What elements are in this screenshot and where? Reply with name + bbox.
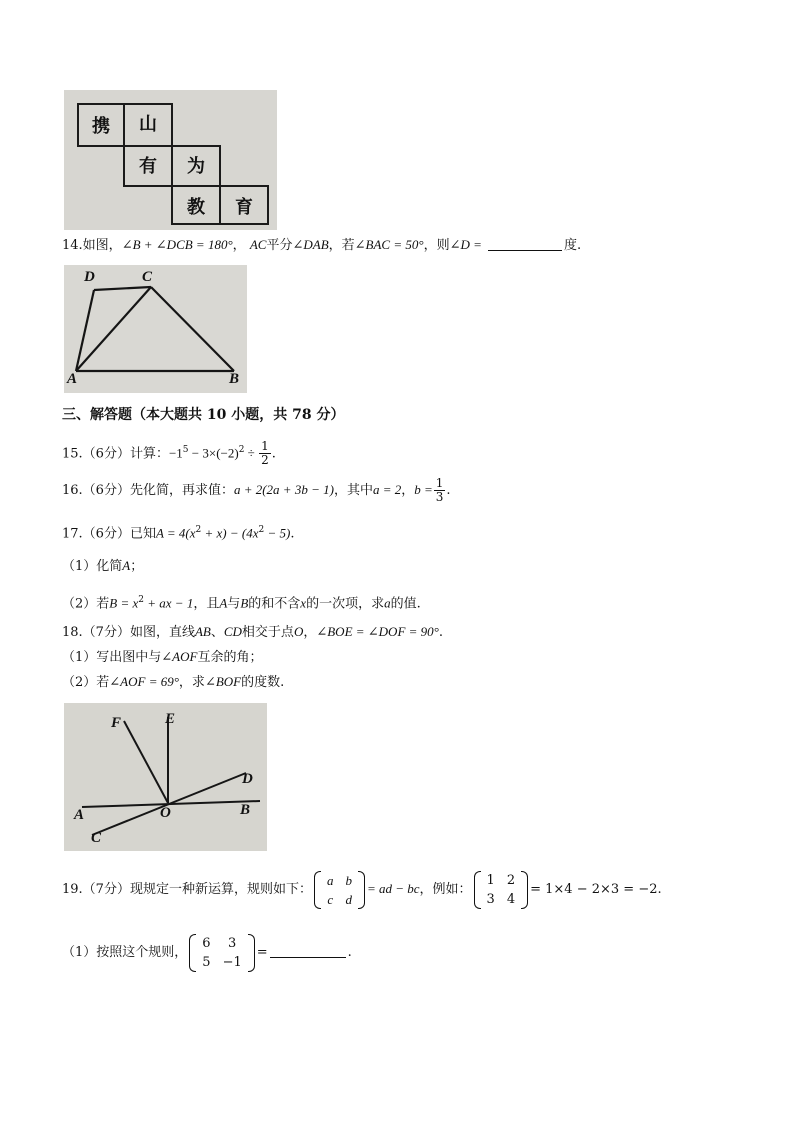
matrix-cell: 3 xyxy=(486,891,495,907)
q17-part2-expr: B = x xyxy=(109,595,139,611)
q14-formula: ∠B + ∠DCB = 180° xyxy=(121,237,233,252)
question-15 xyxy=(62,437,276,467)
cube-net-figure xyxy=(64,90,277,230)
question-17 xyxy=(62,520,295,544)
q15-prefix: 15.（6分）计算： xyxy=(62,446,169,462)
q15-den: 2 xyxy=(261,453,269,468)
matrix-cell: 4 xyxy=(506,891,516,907)
label-d: D xyxy=(84,269,95,285)
q19-part1-a: （1）按照这个规则， xyxy=(62,945,188,960)
q18-text-b: 、 xyxy=(210,625,224,640)
q17-prefix: 17.（6分）已知 xyxy=(62,526,156,542)
q17-part2-c: 与 xyxy=(227,596,241,612)
question-18-part-2 xyxy=(62,672,284,693)
q15-expr3: ÷ xyxy=(244,445,259,461)
q18-part2-a: （2）若 xyxy=(62,675,110,690)
q16-expr: a + 2(2a + 3b − 1) xyxy=(233,482,334,497)
label-a: A xyxy=(67,371,78,387)
q18-text-c: 相交于点 xyxy=(241,625,294,640)
q14-answer-blank[interactable] xyxy=(488,236,562,251)
q16-mid: ，其中 xyxy=(333,483,373,498)
net-cell-4: 为 xyxy=(187,156,205,177)
q14-text-c: ，若 xyxy=(328,238,355,253)
matrix-cell: d xyxy=(345,891,352,907)
label-d2: D xyxy=(242,771,253,787)
label-b: B xyxy=(229,371,240,387)
q15-fraction xyxy=(259,440,271,467)
q18-o: O xyxy=(293,624,304,639)
q18-formula: ∠BOE = ∠DOF = 90° xyxy=(316,624,439,639)
q17-expr: A = 4(x xyxy=(155,525,196,541)
matrix-cell: 5 xyxy=(202,954,211,970)
q19-prefix: 19.（7分）现规定一种新运算，规则如下： xyxy=(62,882,312,897)
q17-exp1: 2 xyxy=(195,525,202,535)
q16-prefix: 16.（6分）先化简，再求值： xyxy=(62,483,234,498)
q19-matrix-example xyxy=(474,871,529,909)
q17-part2-e: 的一次项，求 xyxy=(306,596,385,612)
intersecting-lines-figure xyxy=(64,703,267,851)
q17-part2-expr2: + ax − 1 xyxy=(144,595,194,611)
matrix-cell: 1 xyxy=(486,872,495,888)
q19-matrix-part1 xyxy=(189,934,254,972)
net-cell-6: 育 xyxy=(235,197,253,218)
q18-part2-c: 的度数. xyxy=(241,675,285,690)
section-3-title xyxy=(62,405,344,425)
q18-cd: CD xyxy=(223,624,242,639)
q19-text-b: ，例如： xyxy=(419,882,472,897)
q14-formula-2: ∠BAC = 50° xyxy=(354,237,424,252)
q18-text-e: . xyxy=(438,625,444,640)
q14-ask: ∠D = xyxy=(449,237,482,252)
net-cell-2: 山 xyxy=(139,114,157,135)
question-18-part-1 xyxy=(62,647,262,668)
q17-part2-f: 的值. xyxy=(390,596,421,612)
q17-end: . xyxy=(290,526,295,542)
q18-part1-a: （1）写出图中与 xyxy=(62,650,162,665)
q18-part2-formula: ∠AOF = 69° xyxy=(109,674,179,689)
net-cell-5: 教 xyxy=(187,197,205,218)
q15-end: . xyxy=(271,446,276,462)
q17-exp2: 2 xyxy=(258,525,265,535)
question-19-part-1 xyxy=(62,930,352,976)
q14-text-d: ，则 xyxy=(423,238,450,253)
question-18 xyxy=(62,622,443,643)
q14-text-b: 平分 xyxy=(266,238,293,253)
q17-part2-A: A xyxy=(219,595,228,611)
label-a2: A xyxy=(74,807,85,823)
q17-part2-a: （2）若 xyxy=(62,596,110,612)
label-c: C xyxy=(142,269,153,285)
q14-ac: AC xyxy=(249,237,267,252)
q18-part2-b: ，求 xyxy=(178,675,205,690)
q19-rule: = ad − bc xyxy=(366,881,420,896)
q17-part2-b: ，且 xyxy=(193,596,220,612)
q16-fraction xyxy=(434,477,446,504)
q14-text-e: 度. xyxy=(564,238,582,253)
q14-sep: ， xyxy=(232,238,246,253)
q19-part1-eq: = xyxy=(256,945,268,960)
q14-text: 14.如图， xyxy=(62,238,122,253)
section-heading: 三、解答题（本大题共 10 小题，共 78 分） xyxy=(62,407,345,423)
matrix-cell: 3 xyxy=(228,935,237,951)
q18-text-a: 18.（7分）如图，直线 xyxy=(62,625,195,640)
matrix-cell: 6 xyxy=(202,935,211,951)
label-b2: B xyxy=(240,802,251,818)
label-o: O xyxy=(160,805,171,821)
q15-num: 1 xyxy=(261,439,269,454)
q17-part2-d: 的和不含 xyxy=(248,596,301,612)
q17-part2-a-var: a xyxy=(384,595,391,611)
question-16 xyxy=(62,477,451,504)
q18-part2-angle: ∠BOF xyxy=(204,674,242,689)
q19-part1-end: . xyxy=(347,945,352,960)
q16-end: . xyxy=(446,483,451,498)
q15-expr: −1 xyxy=(168,445,183,461)
label-f: F xyxy=(111,715,122,731)
q16-den: 3 xyxy=(435,490,444,504)
q17-part1: （1）化简 xyxy=(62,559,123,574)
net-cell-1: 携 xyxy=(92,116,110,137)
q17-part1-end: ； xyxy=(130,559,144,574)
matrix-cell: a xyxy=(326,872,334,888)
q18-part1-angle: ∠AOF xyxy=(161,649,198,664)
q16-sep: ， xyxy=(401,483,415,498)
q15-exp1: 5 xyxy=(182,445,189,455)
q16-num: 1 xyxy=(435,476,444,490)
q19-example: = 1×4 − 2×3 = −2 xyxy=(530,882,658,897)
q17-part2-x: x xyxy=(300,595,307,611)
q17-part1-var: A xyxy=(122,558,131,573)
q19-answer-blank[interactable] xyxy=(270,943,346,958)
matrix-cell: b xyxy=(345,872,352,888)
q16-b-eq: b = xyxy=(414,482,433,497)
matrix-cell: 2 xyxy=(506,872,516,888)
question-19 xyxy=(62,866,662,913)
matrix-cell: c xyxy=(327,891,334,907)
q18-ab: AB xyxy=(194,624,211,639)
q19-end: . xyxy=(657,882,662,897)
quadrilateral-figure xyxy=(64,265,247,393)
q17-expr2: + x) − (4x xyxy=(201,525,259,541)
q18-part1-b: 互余的角； xyxy=(197,650,263,665)
net-cell-3: 有 xyxy=(139,156,157,177)
q15-expr2: − 3×(−2) xyxy=(188,445,239,461)
label-c2: C xyxy=(91,830,102,846)
label-e: E xyxy=(165,711,176,727)
q16-a-value: a = 2 xyxy=(372,482,402,497)
q15-exp2: 2 xyxy=(238,445,245,455)
question-14 xyxy=(62,235,581,256)
question-17-part-1 xyxy=(62,556,143,577)
q18-text-d: ， xyxy=(303,625,317,640)
matrix-cell: −1 xyxy=(222,954,242,970)
question-17-part-2 xyxy=(62,590,421,614)
q19-matrix-abcd xyxy=(314,871,365,909)
q17-part2-B: B xyxy=(240,595,249,611)
q17-expr3: − 5) xyxy=(264,525,291,541)
q14-angle-dab: ∠DAB xyxy=(292,237,329,252)
q17-part2-exp: 2 xyxy=(138,595,144,605)
